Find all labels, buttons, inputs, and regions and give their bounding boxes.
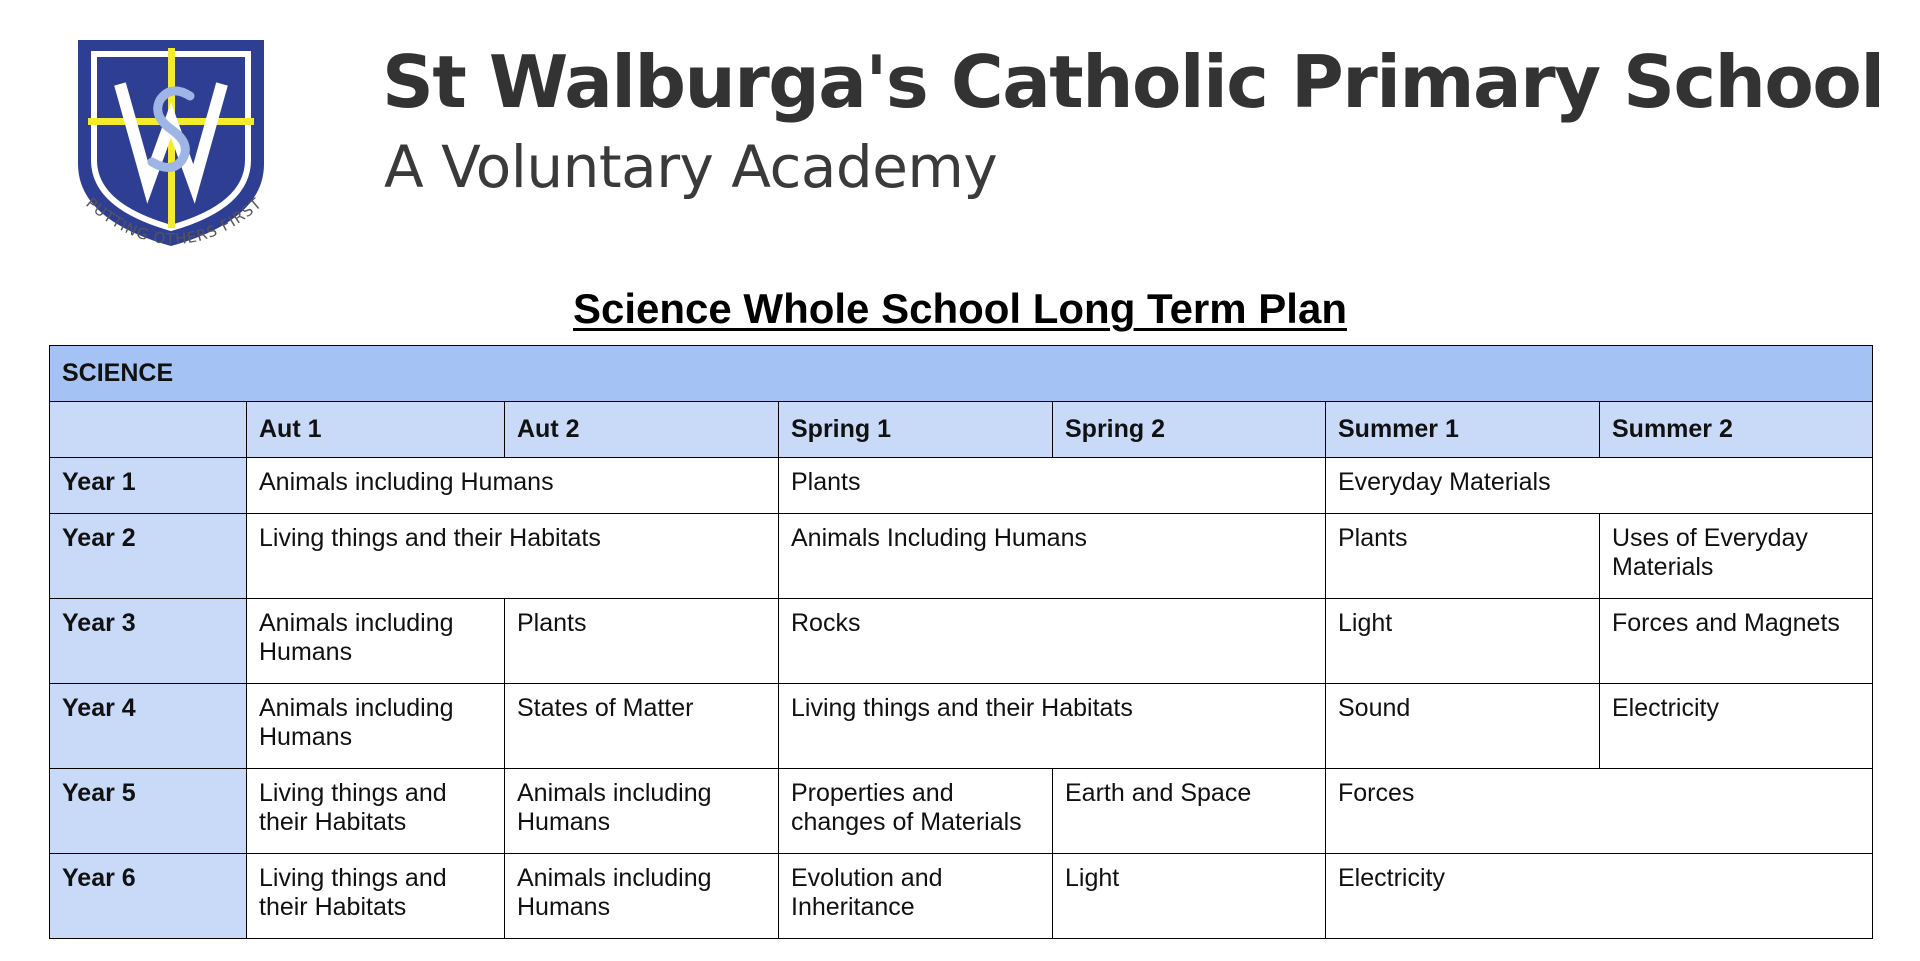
table-row-year-4	[50, 684, 1873, 769]
year-label: Year 1	[50, 458, 247, 514]
table-cell: Animals including Humans	[505, 769, 779, 854]
table-cell: Plants	[505, 599, 779, 684]
table-cell: Properties and changes of Materials	[779, 769, 1053, 854]
school-subtitle: A Voluntary Academy	[384, 133, 998, 201]
table-cell: States of Matter	[505, 684, 779, 769]
column-header-spring1: Spring 1	[779, 402, 1053, 458]
table-row-year-3	[50, 599, 1873, 684]
school-name: St Walburga's Catholic Primary School	[382, 40, 1884, 124]
year-label: Year 2	[50, 514, 247, 599]
term-header-row	[50, 402, 1873, 458]
table-cell: Plants	[1326, 514, 1600, 599]
table-cell: Living things and their Habitats	[247, 514, 779, 599]
school-crest-logo	[68, 34, 280, 266]
column-header-spring2: Spring 2	[1053, 402, 1326, 458]
year-label: Year 3	[50, 599, 247, 684]
column-header-blank	[50, 402, 247, 458]
table-cell: Light	[1326, 599, 1600, 684]
table-cell: Plants	[779, 458, 1326, 514]
table-cell: Forces and Magnets	[1600, 599, 1873, 684]
svg-text:PUTTING OTHERS FIRST: PUTTING OTHERS FIRST	[82, 194, 266, 249]
column-header-aut1: Aut 1	[247, 402, 505, 458]
plan-title: Science Whole School Long Term Plan	[572, 285, 1347, 332]
table-row-year-1	[50, 458, 1873, 514]
year-label: Year 4	[50, 684, 247, 769]
table-cell: Electricity	[1600, 684, 1873, 769]
table-cell: Animals including Humans	[247, 458, 779, 514]
section-header-row	[50, 346, 1873, 402]
table-cell: Electricity	[1326, 854, 1873, 939]
year-label: Year 6	[50, 854, 247, 939]
year-label: Year 5	[50, 769, 247, 854]
table-cell: Living things and their Habitats	[247, 854, 505, 939]
table-cell: Uses of Everyday Materials	[1600, 514, 1873, 599]
table-cell: Evolution and Inheritance	[779, 854, 1053, 939]
table-cell: Light	[1053, 854, 1326, 939]
table-cell: Sound	[1326, 684, 1600, 769]
table-cell: Animals including Humans	[247, 599, 505, 684]
table-cell: Animals including Humans	[247, 684, 505, 769]
table-row-year-5	[50, 769, 1873, 854]
table-cell: Animals Including Humans	[779, 514, 1326, 599]
table-cell: Forces	[1326, 769, 1873, 854]
table-row-year-2	[50, 514, 1873, 599]
long-term-plan-table	[49, 345, 1873, 939]
table-row-year-6	[50, 854, 1873, 939]
column-header-aut2: Aut 2	[505, 402, 779, 458]
column-header-summer2: Summer 2	[1600, 402, 1873, 458]
column-header-summer1: Summer 1	[1326, 402, 1600, 458]
table-cell: Animals including Humans	[505, 854, 779, 939]
section-header: SCIENCE	[50, 346, 1873, 402]
page-header	[0, 0, 1920, 280]
table-cell: Earth and Space	[1053, 769, 1326, 854]
table-cell: Rocks	[779, 599, 1326, 684]
table-cell: Everyday Materials	[1326, 458, 1873, 514]
table-cell: Living things and their Habitats	[247, 769, 505, 854]
table-cell: Living things and their Habitats	[779, 684, 1326, 769]
